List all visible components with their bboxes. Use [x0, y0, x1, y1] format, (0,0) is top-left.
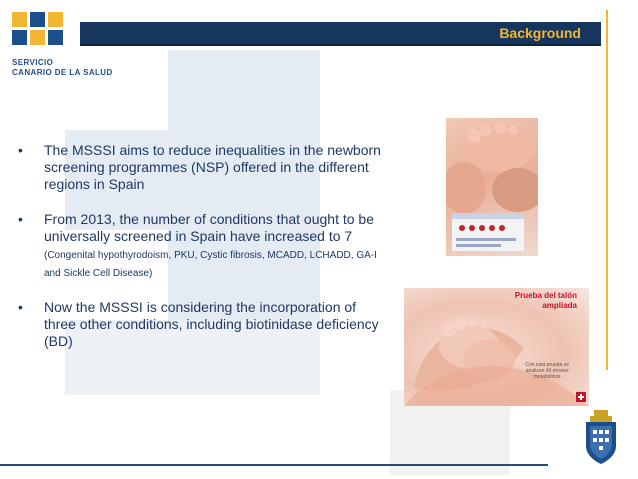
- heel-test-promo-image: [404, 288, 589, 406]
- promo-title: [515, 291, 577, 311]
- logo-text-line1: SERVICIO: [12, 58, 54, 67]
- bullet-item: [18, 142, 388, 193]
- promo-subtitle-line3: metabólicos: [533, 374, 561, 380]
- bullet-text: The MSSSI aims to reduce inequalities in the newborn screening programmes (NSP) offered in the different regions in Spain: [44, 142, 381, 192]
- promo-subtitle: [525, 362, 569, 380]
- logo-square-2: [30, 12, 45, 27]
- bullet-text: Now the MSSSI is considering the incorporation of three other conditions, including biotinidase deficiency (BD): [44, 299, 379, 349]
- bullet-marker: •: [18, 142, 23, 158]
- slide-title: Background: [499, 25, 581, 41]
- logo-square-4: [12, 30, 27, 45]
- heel-prick-photo: [446, 118, 538, 256]
- title-bar: [80, 22, 601, 46]
- logo-square-3: [48, 12, 63, 27]
- bullet-marker: •: [18, 211, 23, 227]
- logo-text-line2: CANARIO DE LA SALUD: [12, 68, 113, 77]
- bullet-note: (Congenital hypothyrodoism, PKU, Cystic fibrosis, MCADD, LCHADD, GA-I and Sickle Cell Disease): [44, 250, 377, 279]
- bullet-text: From 2013, the number of conditions that ought to be universally screened in Spain have increased to 7: [44, 211, 374, 244]
- promo-title-line1: Prueba del talón: [514, 291, 577, 300]
- bullet-content: [44, 211, 388, 281]
- coat-of-arms-emblem: [582, 408, 620, 466]
- logo-square-1: [12, 12, 27, 27]
- logo-square-5: [30, 30, 45, 45]
- promo-subtitle-line2: analizan 43 errores: [525, 368, 569, 374]
- promo-subtitle-line1: Con esta prueba se: [525, 362, 569, 368]
- bullet-item: [18, 299, 388, 350]
- promo-title-line2: ampliada: [542, 301, 577, 310]
- logo-square-6: [48, 30, 63, 45]
- accent-line-vertical: [606, 10, 608, 370]
- bullet-marker: •: [18, 299, 23, 315]
- footer-line-left: [0, 464, 548, 466]
- heel-prick-illustration: [446, 118, 538, 256]
- bullet-item: [18, 211, 388, 281]
- bullet-list: [18, 142, 388, 368]
